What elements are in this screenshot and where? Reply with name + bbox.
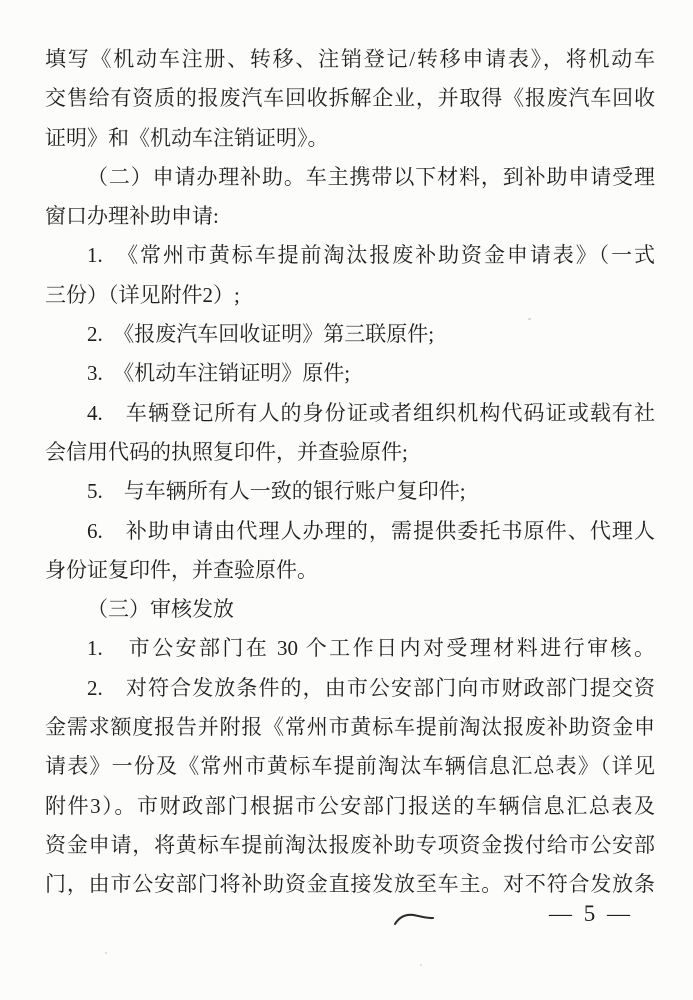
- document-body: [45, 40, 655, 905]
- text-line: 三份）（详见附件2）;: [45, 282, 240, 307]
- text-line: 身份证复印件，并查验原件。: [45, 557, 318, 582]
- text-line: 6. 补助申请由代理人办理的，需提供委托书原件、代理人: [87, 518, 655, 543]
- text-line: 请表》一份及《常州市黄标车提前淘汰车辆信息汇总表》（详见: [45, 754, 655, 779]
- text-line: 窗口办理补助申请:: [45, 204, 219, 229]
- scan-speck: [420, 964, 422, 966]
- text-line: 2. 《报废汽车回收证明》第三联原件;: [87, 322, 435, 347]
- text-line: 1. 《常州市黄标车提前淘汰报废补助资金申请表》（一式: [87, 243, 655, 268]
- text-line: 资金申请，将黄标车提前淘汰报废补助专项资金拨付给市公安部: [45, 832, 655, 857]
- text-line: 交售给有资质的报废汽车回收拆解企业，并取得《报废汽车回收: [45, 86, 655, 111]
- text-line: 证明》和《机动车注销证明》。: [45, 125, 329, 150]
- text-line: 5. 与车辆所有人一致的银行账户复印件;: [87, 479, 466, 504]
- text-line: （二）申请办理补助。车主携带以下材料，到补助申请受理: [87, 164, 655, 189]
- text-line: 金需求额度报告并附报《常州市黄标车提前淘汰报废补助资金申: [45, 715, 655, 740]
- handwritten-curve-mark: [393, 910, 435, 928]
- text-line: 附件3）。市财政部门根据市公安部门报送的车辆信息汇总表及: [45, 793, 655, 818]
- text-line: （三）审核发放: [87, 597, 234, 622]
- text-line: 门，由市公安部门将补助资金直接发放至车主。对不符合发放条: [45, 872, 655, 897]
- text-line: 会信用代码的执照复印件，并查验原件;: [45, 439, 408, 464]
- text-line: 3. 《机动车注销证明》原件;: [87, 361, 351, 386]
- page-number: — 5 —: [549, 901, 633, 926]
- text-line: 2. 对符合发放条件的，由市公安部门向市财政部门提交资: [87, 675, 655, 700]
- text-line: 填写《机动车注册、转移、注销登记/转移申请表》，将机动车: [45, 47, 655, 71]
- scan-speck: [105, 952, 107, 954]
- text-line: 4. 车辆登记所有人的身份证或者组织机构代码证或载有社: [87, 400, 655, 425]
- scan-speck: [528, 318, 531, 320]
- text-line: 1. 市公安部门在 30 个工作日内对受理材料进行审核。: [87, 636, 655, 661]
